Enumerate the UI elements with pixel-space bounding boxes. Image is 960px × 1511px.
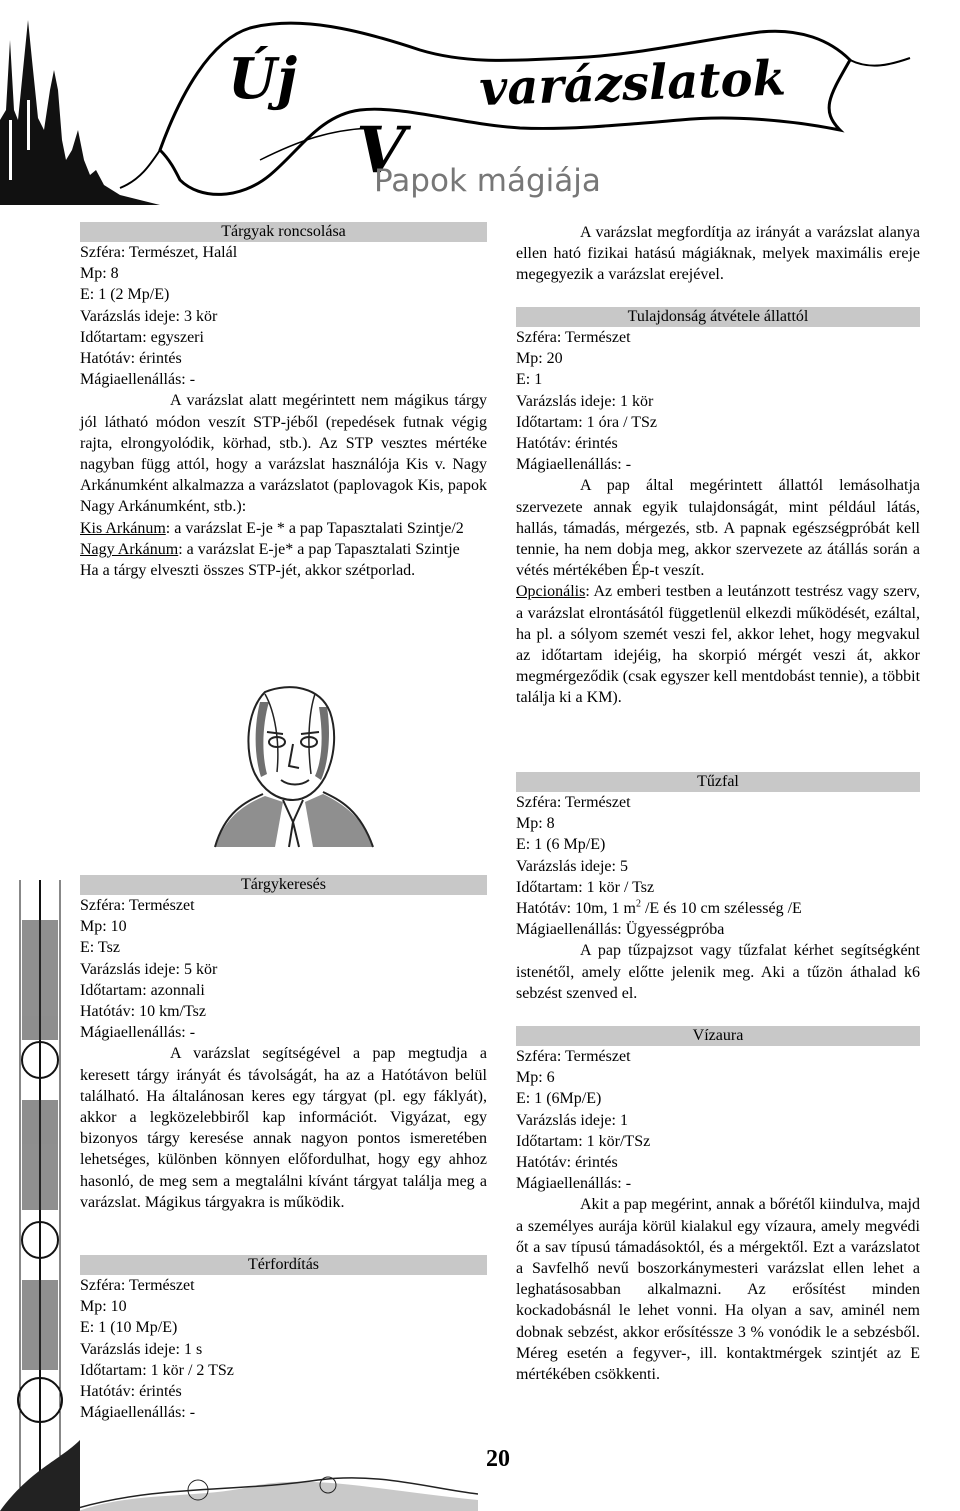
spell-stats: [516, 792, 920, 940]
kis-arkanum-label: Kis Arkánum: [80, 519, 166, 537]
nagy-arkanum-text: : a varázslat E-je* a pap Tapasztalati Szintje: [178, 540, 460, 558]
stat-line: Mp: 6: [516, 1069, 555, 1087]
range-line: [516, 898, 920, 919]
kis-arkanum-text: : a varázslat E-je * a pap Tapasztalati Szintje/2: [165, 519, 464, 537]
spell-description: A varázslat alatt megérintett nem mágikus tárgy jól látható módon veszít STP-jéből (repedések futnak végig rajta, elrongyolódik, körhad, stb.). Az STP vesztes mértéke nagyban függ attól, hogy a varázslat használója Kis v. Nagy Arkánumként alkalmazza a varázslatot (paplovagok Kis, papok Nagy Arkánumként, stb.):: [80, 392, 487, 516]
spell-stats: [80, 895, 487, 1043]
stat-line: E: 1 (6Mp/E): [516, 1090, 602, 1108]
stat-line: Szféra: Természet: [80, 1277, 195, 1294]
spell-stats: [80, 242, 487, 390]
stat-line: Varázslás ideje: 3 kör: [80, 307, 218, 325]
stat-line: E: 1: [516, 371, 543, 389]
stat-line: Időtartam: 1 kör / 2 TSz: [80, 1361, 234, 1379]
spell-stats: [516, 1046, 920, 1194]
stat-line: Mp: 8: [80, 265, 119, 283]
stat-line: Időtartam: egyszeri: [80, 328, 204, 346]
spell-description: A pap által megérintett állattól lemásolhatja szervezete annak egyik tulajdonságát, mint például látás, hallás, támadás, mérgezés, stb. A papnak egészségpróbát kell tennie, ha nem dobja meg, akkor szervezete az átállás során a vétés mértékében Ép-t veszít.: [516, 477, 920, 580]
spell-targykereses: [80, 875, 487, 1213]
stat-line: Időtartam: 1 kör / Tsz: [516, 878, 655, 896]
stat-line: Mágiaellenállás: -: [516, 1175, 632, 1193]
banner-word-1: Új: [228, 46, 298, 112]
nagy-arkanum-rule: [80, 539, 487, 560]
stat-line: Varázslás ideje: 1 s: [80, 1340, 203, 1358]
spell-terforditas-continuation: A varázslat megfordítja az irányát a varázslat alanya ellen ható fizikai hatású mágiáknak, melyek maximális ereje megegyezik a varázslat erejével.: [516, 224, 920, 284]
stat-line: Időtartam: 1 kör/TSz: [516, 1132, 651, 1150]
stat-line: Hatótáv: 10 km/Tsz: [80, 1003, 206, 1021]
stat-line: E: 1 (10 Mp/E): [80, 1319, 178, 1337]
optional-label: Opcionális: [516, 583, 586, 601]
spell-stats: [80, 1275, 487, 1423]
stat-line: Mágiaellenállás: -: [80, 1024, 196, 1042]
spell-stats: [516, 327, 920, 475]
stat-line: Varázslás ideje: 5: [516, 857, 628, 875]
priest-portrait-illustration: [205, 682, 380, 852]
spell-terforditas: [80, 1255, 487, 1423]
spell-title: Tárgyak roncsolása: [80, 222, 487, 242]
stat-line: Mp: 8: [516, 815, 555, 833]
stat-line: E: Tsz: [80, 939, 120, 957]
stat-line: Hatótáv: érintés: [516, 1154, 618, 1172]
spell-title: Tűzfal: [516, 772, 920, 792]
stat-line: Szféra: Természet, Halál: [80, 244, 238, 261]
stat-line: Hatótáv: érintés: [516, 435, 618, 453]
spell-title: Vízaura: [516, 1026, 920, 1046]
spell-tulajdonsag-atvetele: [516, 307, 920, 709]
banner-letter-v: V: [356, 113, 406, 188]
stat-line: E: 1 (6 Mp/E): [516, 836, 606, 854]
stat-line: Szféra: Természet: [516, 794, 631, 811]
stat-line: Varázslás ideje: 1 kör: [516, 392, 654, 410]
kis-arkanum-rule: [80, 518, 487, 539]
stat-line: Mp: 10: [80, 1298, 127, 1316]
stat-line: Hatótáv: érintés: [80, 350, 182, 368]
spell-closing: Ha a tárgy elveszti összes STP-jét, akkor szétporlad.: [80, 562, 416, 580]
optional-text: : Az emberi testben a leutánzott testrész vagy szerv, a varázslat elrontásától függetlenül elkezdi működését, ezáltal, ha pl. a sólyom szemét veszi fel, akkor lehet, hogy megvakul az időtartam idejéig, ha skorpió mérgét veszi át, akkor megmérgeződik (csak egyszer kell mentdobást tennie), a többit találja ki a KM).: [516, 583, 921, 707]
stat-line: Szféra: Természet: [516, 1048, 631, 1065]
page-number: 20: [486, 1446, 510, 1472]
stat-line: E: 1 (2 Mp/E): [80, 286, 170, 304]
spell-description: A pap tűzpajzsot vagy tűzfalat kérhet segítségként istenétől, amely előtte jelenik meg. Aki a tűzön áthalad k6 sebzést szenved el.: [516, 942, 920, 1002]
nagy-arkanum-label: Nagy Arkánum: [80, 540, 179, 558]
stat-line: Mágiaellenállás: -: [80, 371, 196, 389]
stat-line: Varázslás ideje: 5 kör: [80, 960, 218, 978]
banner-word-2: varázslatok: [478, 50, 787, 117]
border-ornament: [0, 880, 80, 1511]
stat-line: Hatótáv: érintés: [80, 1383, 182, 1401]
range-suffix: /E és 10 cm szélesség /E: [640, 900, 802, 918]
stat-line: Mp: 10: [80, 918, 127, 936]
optional-rule: [516, 581, 920, 708]
spell-description: Akit a pap megérint, annak a bőrétől kiindulva, majd a személyes aurája körül kialakul egy vízaura, amely megvédi őt a sav típusú támadásoktól, és a mérgektől. Ezt a varázslatot a Savfelhő nevű boszorkánymesteri varázslat ellen lehet a leghatásosabban alkalmazni. Az erősítést minden kockadobásnál le lehet vonni. Ha olyan a sav, aminél nem dobnak sebzést, akkor erősítéssze 3 % vonódik le a sebzésből. Méreg esetén a fegyver-, ill. kontaktmérgek szintjét az E mértékében csökkenti.: [516, 1196, 920, 1384]
stat-line: Mp: 20: [516, 350, 563, 368]
bottom-ornament: [78, 1430, 478, 1511]
stat-line: Szféra: Természet: [80, 897, 195, 914]
stat-line: Mágiaellenállás: -: [80, 1404, 196, 1422]
stat-line: Mágiaellenállás: Ügyességpróba: [516, 921, 725, 939]
stat-line: Időtartam: 1 óra / TSz: [516, 413, 657, 431]
stat-line: Mágiaellenállás: -: [516, 456, 632, 474]
section-title: Papok mágiája: [374, 163, 601, 199]
stat-line: Varázslás ideje: 1: [516, 1111, 628, 1129]
stat-line: Időtartam: azonnali: [80, 981, 205, 999]
spell-tuzfal: [516, 772, 920, 1004]
range-sup: 2: [635, 898, 641, 910]
range-prefix: Hatótáv: 10m, 1 m: [516, 900, 636, 918]
spell-title: Térfordítás: [80, 1255, 487, 1275]
spell-title: Tulajdonság átvétele állattól: [516, 307, 920, 327]
spell-targyak-roncsolasa: [80, 222, 487, 581]
spell-title: Tárgykeresés: [80, 875, 487, 895]
castle-illustration: [0, 20, 160, 205]
spell-description: A varázslat segítségével a pap megtudja a keresett tárgy irányát és távolságát, ha az a Hatótávon belül található. Ha általánosan keres egy tárgyat (pl. egy fáklyát), akkor a legközelebbiről kap információt. Vigyázat, egy bizonyos tárgy keresése annak nagyon pontos ismeretében lehetséges, különben könnyen előfordulhat, hogy egy ahhoz hasonló, de meg sem a megtalálni kívánt tárgyat találja meg a varázslat. Mágikus tárgyakra is működik.: [80, 1045, 487, 1211]
stat-line: Szféra: Természet: [516, 329, 631, 346]
spell-vizaura: [516, 1026, 920, 1385]
